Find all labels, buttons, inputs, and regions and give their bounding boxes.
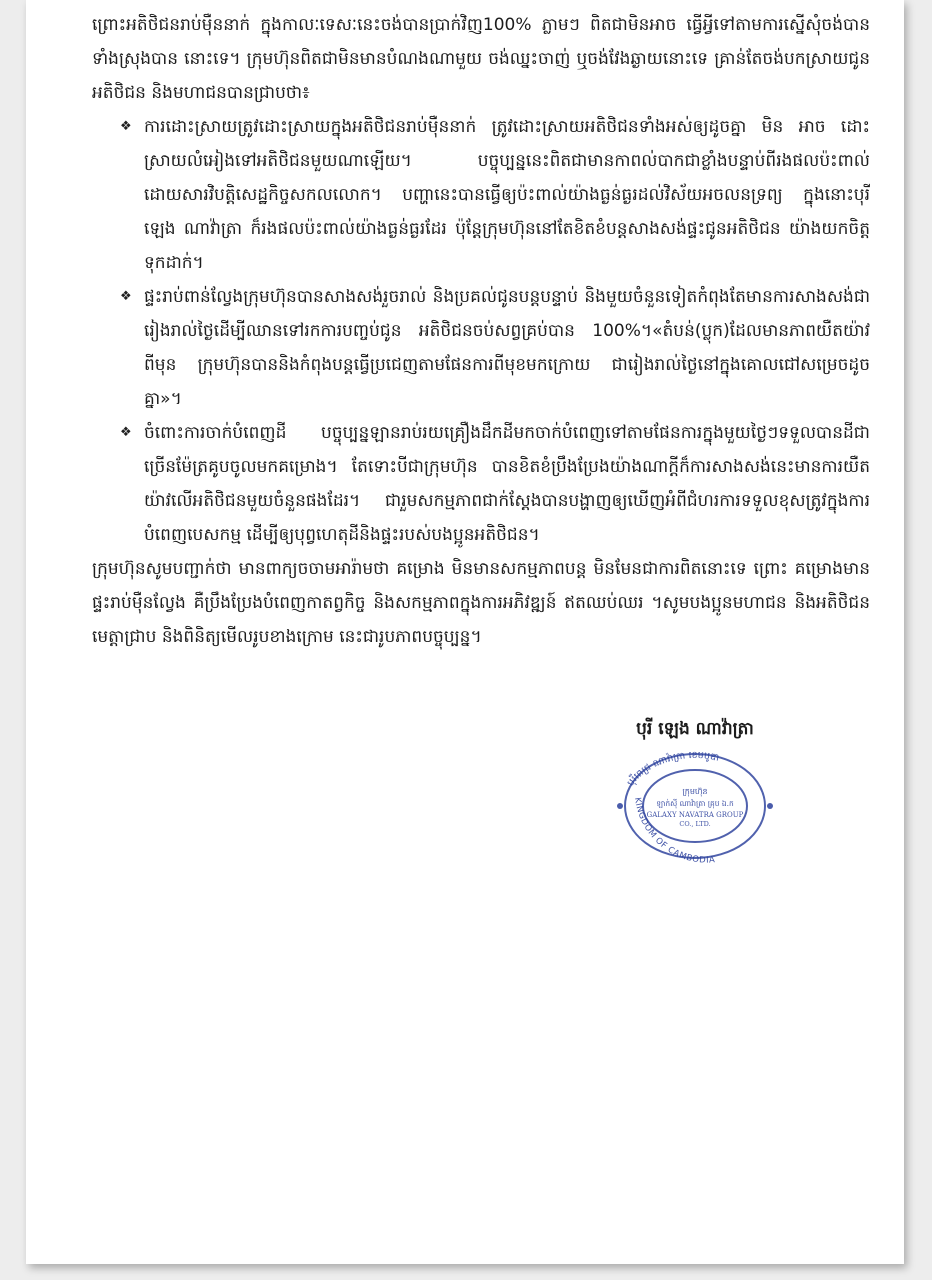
bullet-item-land-filling [92,416,870,552]
signer-name: បុរី ឡេង ណាវ៉ាត្រា [636,719,754,739]
bullet-item-resolution [92,110,870,280]
stamp-company-kh: ក្រុមហ៊ុន [682,787,708,796]
intro-paragraph: ព្រោះអតិថិជនរាប់ម៉ឺននាក់ ក្នុងកាលៈទេសៈនេះចង់បានប្រាក់វិញ100% ភ្លាមៗ ពិតជាមិនអាច ធ្វើអ្វីទៅតាមការស្នើសុំចង់បានទាំងស្រុងបាន នោះទេ។ ក្រុមហ៊ុនពិតជាមិនមានបំណងណាមួយ ចង់ឈ្នះចាញ់ ឬចង់វែងឆ្ងាយនោះទេ គ្រាន់តែចង់បកស្រាយជូនអតិថិជន និងមហាជនបានជ្រាបថា៖ [92,15,870,103]
bullet-item-houses [92,280,870,416]
closing-paragraph: ក្រុមហ៊ុនសូមបញ្ជាក់ថា មានពាក្យចចាមអារ៉ាមថា គម្រោង មិនមានសកម្មភាពបន្ត មិនមែនជាការពិតនោះទេ ព្រោះ គម្រោងមានផ្ទះរាប់ម៉ឺនល្វែង គឺប្រឹងប្រែងបំពេញកាតព្វកិច្ច និងសកម្មភាពក្នុងការអភិវឌ្ឍន៍ ឥតឈប់ឈរ ។សូមបងប្អូនមហាជន និងអតិថិជនមេត្តាជ្រាប និងពិនិត្យមើលរូបខាងក្រោម នេះជារូបភាពបច្ចុប្បន្ន។ [92,559,870,647]
bullet-text: ចំពោះការចាក់បំពេញដី បច្ចុប្បន្នឡានរាប់រយគ្រឿងដឹកដីមកចាក់បំពេញទៅតាមផែនការក្នុងមួយថ្ងៃៗទទួលបានដីជាច្រើនម៉ែត្រគូបចូលមកគម្រោង។ តែទោះបីជាក្រុមហ៊ុន បានខិតខំប្រឹងប្រែងយ៉ាងណាក្តីក៏ការសាងសង់នេះមានការយឺតយ៉ាវលើអតិថិជនមួយចំនួនផងដែរ។ ជារួមសកម្មភាពជាក់ស្តែងបានបង្ហាញឲ្យឃើញអំពីជំហរការទទួលខុសត្រូវក្នុងការបំពេញបេសកម្ម ដើម្បីឲ្យបុព្វហេតុដីនិងផ្ទះរបស់បងប្អូនអតិថិជន។ [144,423,870,545]
bullet-text: ការដោះស្រាយត្រូវដោះស្រាយក្នុងអតិថិជនរាប់ម៉ឺននាក់ ត្រូវដោះស្រាយអតិថិជនទាំងអស់ឲ្យដូចគ្នា មិន អាច ដោះស្រាយលំអៀងទៅអតិថិជនមួយណាឡើយ។ បច្ចុប្បន្ននេះពិតជាមានកាពល់បាកជាខ្លាំងបន្ទាប់ពីរងផលប៉ះពាល់ដោយសារវិបត្តិសេដ្ឋកិច្ចសកលលោក។ បញ្ហានេះបានធ្វើឲ្យប៉ះពាល់យ៉ាងធ្ងន់ធ្ងរដល់វិស័យអចលនទ្រព្យ ក្នុងនោះបុរី ឡេង ណាវ៉ាត្រា ក៏រងផលប៉ះពាល់យ៉ាងធ្ងន់ធ្ងរដែរ ប៉ុន្តែក្រុមហ៊ុននៅតែខិតខំបន្តសាងសង់ផ្ទះជូនអតិថិជន យ៉ាងយកចិត្តទុកដាក់។ [144,117,870,273]
document-body [92,8,870,654]
stamp-top-text: បុរីពេជ្រ ណាវ៉ាត្រា ខេមបូឌា [625,749,721,789]
document-page [26,0,904,1264]
company-seal-icon [580,744,810,872]
bullet-text: ផ្ទះរាប់ពាន់ល្វែងក្រុមហ៊ុនបានសាងសង់រួចរាល់ និងប្រគល់ជូនបន្តបន្ទាប់ និងមួយចំនួនទៀតកំពុងតែមានការសាងសង់ជារៀងរាល់ថ្ងៃដើម្បីឈានទៅរកការបញ្ចប់ជូន អតិថិជនចប់សព្វគ្រប់បាន 100%។«តំបន់(ប្លុក)ដែលមានភាពយឺតយ៉ាវពីមុន ក្រុមហ៊ុនបាននិងកំពុងបន្តធ្វើប្រជេញតាមផែនការពីមុខមកក្រោយ ជារៀងរាល់ថ្ងៃនៅក្នុងគោលជៅសម្រេចដូចគ្នា»។ [144,287,870,409]
diamond-bullet-icon: ❖ [120,289,132,304]
stamp-company-en: GALAXY NAVATRA GROUP [646,811,744,819]
stamp-company-kh-full: ឡាក់ស៊ី ណាវ៉ាត្រា គ្រុប ឯ.ក [656,799,734,808]
stamp-company-en-suffix: CO., LTD. [679,820,711,828]
stamp-ring-text: KINGDOM OF CAMBODIA [632,796,716,866]
bullet-list [92,110,870,552]
company-stamp [580,744,810,872]
signature-block [580,712,810,872]
diamond-bullet-icon: ❖ [120,425,132,440]
diamond-bullet-icon: ❖ [120,119,132,134]
